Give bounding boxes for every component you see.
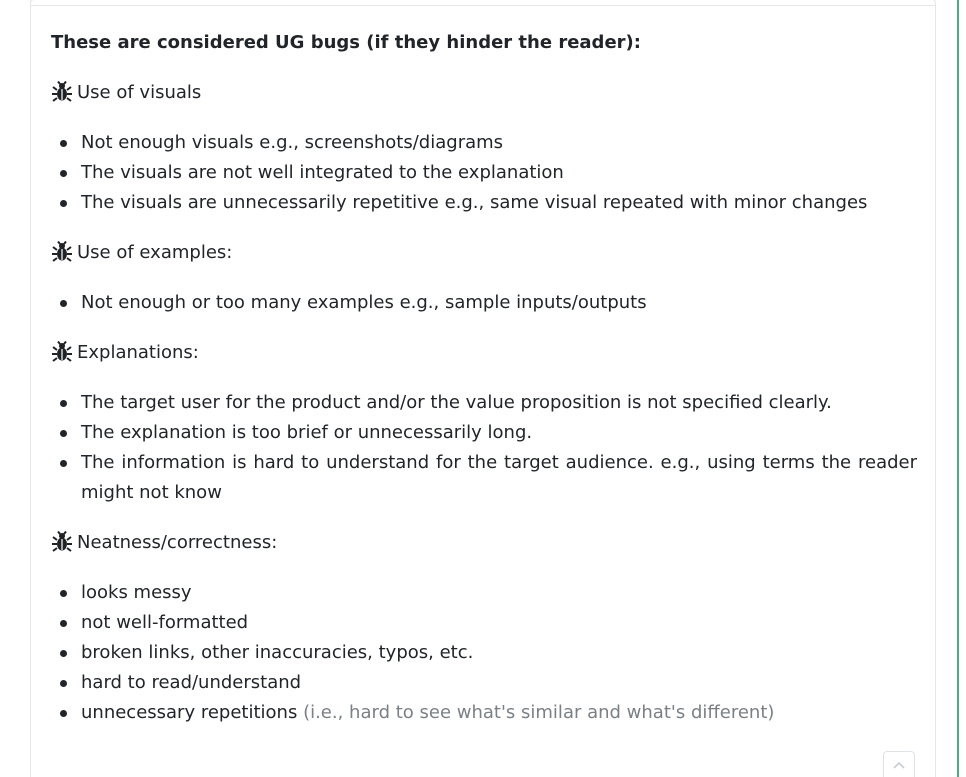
list-item: The information is hard to understand for the target audience. e.g., using terms the reader might not know (51, 448, 917, 508)
bullet-list-visuals (51, 128, 917, 218)
chevron-up-icon (893, 761, 905, 769)
section-title-examples (51, 238, 917, 268)
list-item: The explanation is too brief or unnecessarily long. (51, 418, 917, 448)
section-title-label: Explanations: (77, 342, 199, 363)
section-title-label: Neatness/correctness: (77, 532, 278, 553)
list-item: The target user for the product and/or the value proposition is not specified clearly. (51, 388, 917, 418)
page-edge-accent (957, 0, 959, 777)
bug-icon (51, 81, 73, 103)
list-item: not well-formatted (51, 608, 917, 638)
list-item: The visuals are unnecessarily repetitive e.g., same visual repeated with minor changes (51, 188, 917, 218)
list-item: Not enough or too many examples e.g., sample inputs/outputs (51, 288, 917, 318)
list-item: looks messy (51, 578, 917, 608)
list-item: The visuals are not well integrated to the explanation (51, 158, 917, 188)
list-item-note: (i.e., hard to see what's similar and what's different) (303, 702, 775, 723)
bug-icon (51, 531, 73, 553)
list-item-text: unnecessary repetitions (81, 702, 298, 723)
bug-icon (51, 341, 73, 363)
list-item (51, 698, 917, 728)
bullet-list-neatness (51, 578, 917, 728)
section-title-neatness (51, 528, 917, 558)
card-top-divider (31, 5, 936, 6)
ug-bugs-content (51, 28, 917, 748)
list-item: Not enough visuals e.g., screenshots/diagrams (51, 128, 917, 158)
scroll-to-top-button[interactable] (883, 751, 915, 777)
section-title-label: Use of visuals (77, 82, 202, 103)
page-heading: These are considered UG bugs (if they hinder the reader): (51, 32, 641, 53)
bug-icon (51, 241, 73, 263)
bullet-list-examples (51, 288, 917, 318)
section-title-visuals (51, 78, 917, 108)
section-title-label: Use of examples: (77, 242, 233, 263)
section-title-explanations (51, 338, 917, 368)
list-item: broken links, other inaccuracies, typos, etc. (51, 638, 917, 668)
bullet-list-explanations (51, 388, 917, 508)
list-item: hard to read/understand (51, 668, 917, 698)
